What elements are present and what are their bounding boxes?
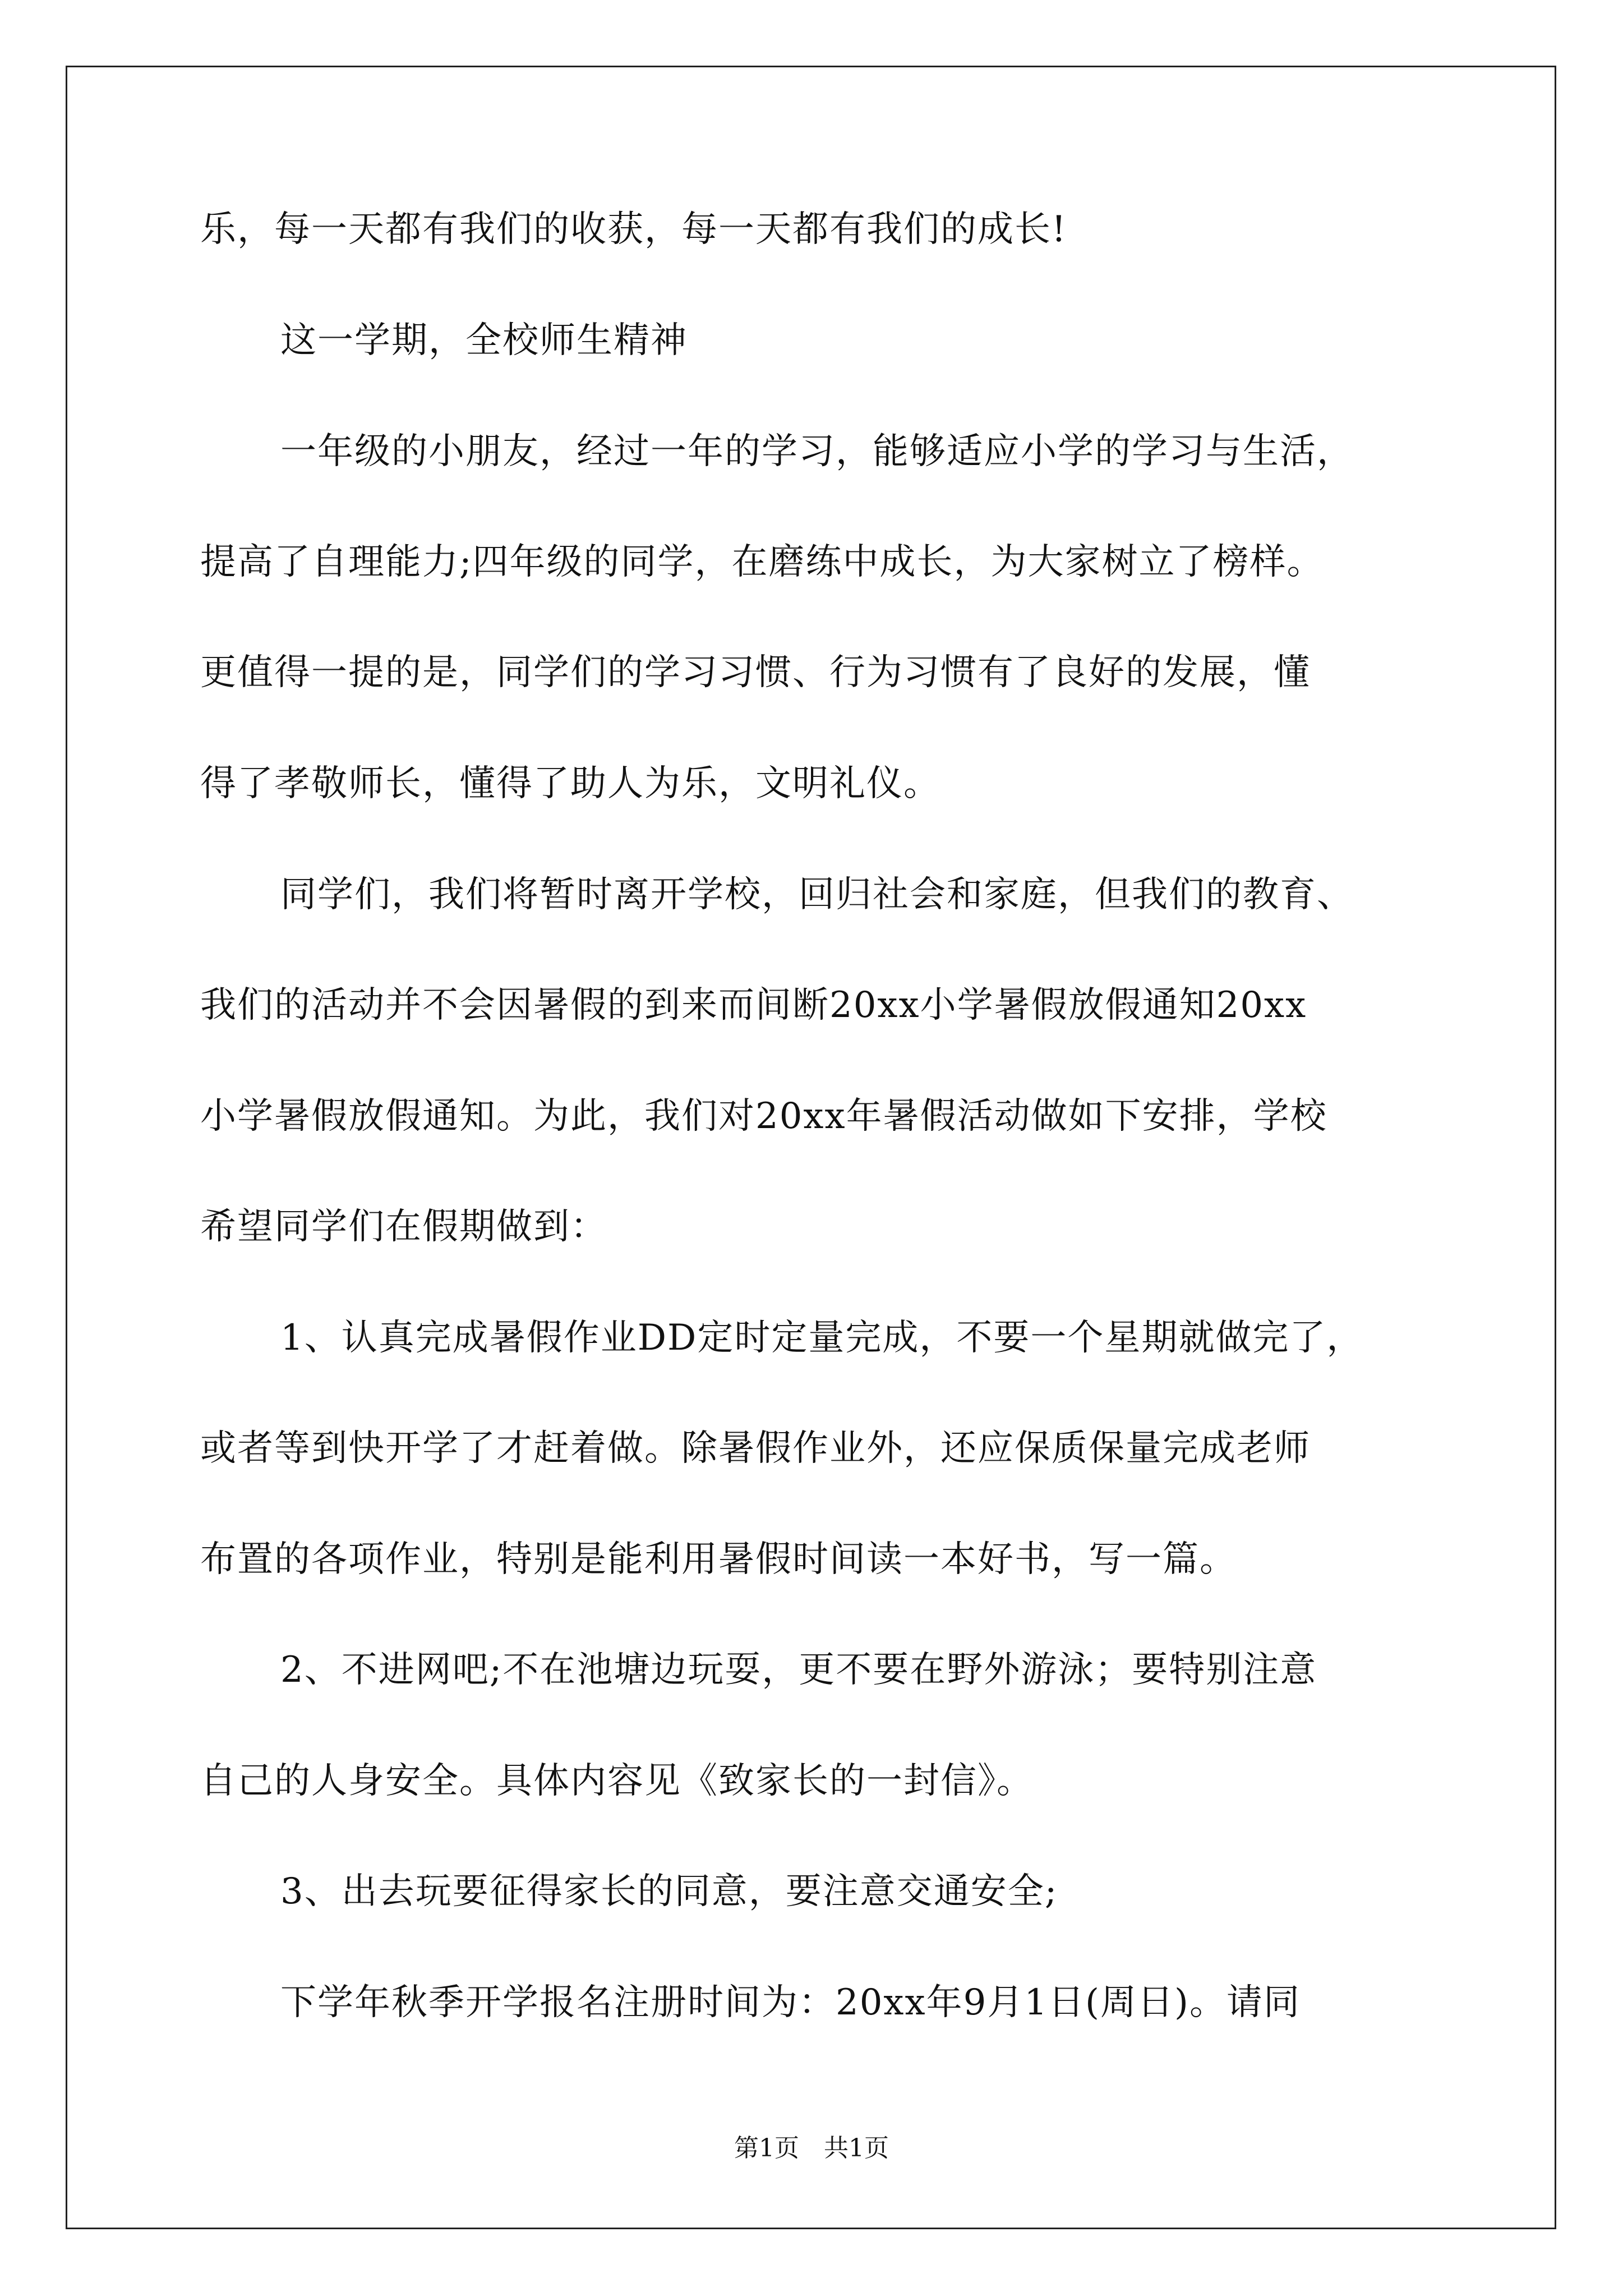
text-line: 得了孝敬师长，懂得了助人为乐，文明礼仪。 <box>200 763 940 804</box>
text-line: 下学年秋季开学报名注册时间为：20xx年9月1日(周日)。请同 <box>280 1982 1301 2023</box>
text-line: 一年级的小朋友，经过一年的学习，能够适应小学的学习与生活， <box>280 431 1354 472</box>
text-line: 或者等到快开学了才赶着做。除暑假作业外，还应保质保量完成老师 <box>200 1428 1311 1469</box>
text-line: 更值得一提的是，同学们的学习习惯、行为习惯有了良好的发展，懂 <box>200 652 1311 693</box>
page-number: 第1页 共1页 <box>734 2134 889 2162</box>
text-line: 我们的活动并不会因暑假的到来而间断20xx小学暑假放假通知20xx <box>200 984 1307 1026</box>
text-line: 乐，每一天都有我们的收获，每一天都有我们的成长! <box>200 209 1067 250</box>
text-line: 提高了自理能力;四年级的同学，在磨练中成长，为大家树立了榜样。 <box>200 541 1324 583</box>
text-line: 小学暑假放假通知。为此，我们对20xx年暑假活动做如下安排，学校 <box>200 1096 1327 1137</box>
text-line: 2、不进网吧;不在池塘边玩耍，更不要在野外游泳；要特别注意 <box>280 1649 1317 1691</box>
text-line: 同学们，我们将暂时离开学校，回归社会和家庭，但我们的教育、 <box>280 874 1354 915</box>
text-line: 自己的人身安全。具体内容见《致家长的一封信》。 <box>200 1760 1034 1802</box>
text-line: 3、出去玩要征得家长的同意，要注意交通安全; <box>280 1871 1058 1912</box>
text-line: 这一学期，全校师生精神 <box>280 320 688 361</box>
text-line: 1、认真完成暑假作业DD定时定量完成，不要一个星期就做完了， <box>280 1317 1364 1359</box>
text-line: 希望同学们在假期做到： <box>200 1206 607 1248</box>
text-line: 布置的各项作业，特别是能利用暑假时间读一本好书，写一篇。 <box>200 1539 1237 1580</box>
